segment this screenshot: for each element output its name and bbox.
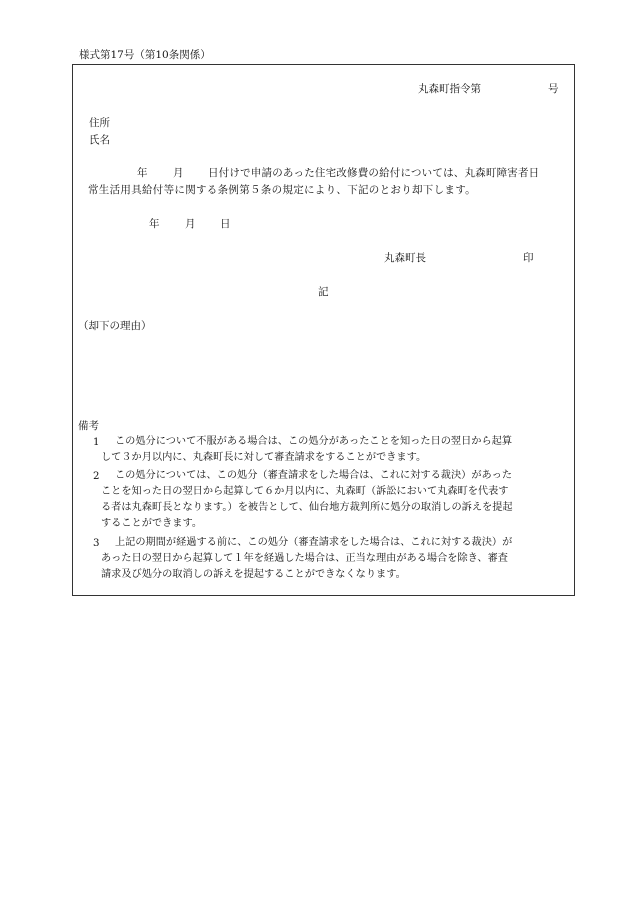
remark-line: 上記の期間が経過する前に、この処分（審査請求をした場合は、これに対する裁決）が — [115, 537, 513, 548]
remark-line: この処分については、この処分（審査請求をした場合は、これに対する裁決）があった — [115, 470, 513, 481]
remark-line: この処分について不服がある場合は、この処分があったことを知った日の翌日から起算 — [115, 436, 513, 447]
body-line-1: 日付けで申請のあった住宅改修費の給付については、丸森町障害者日 — [208, 167, 540, 179]
body-line-2: 常生活用具給付等に関する条例第５条の規定により、下記のとおり却下します。 — [88, 184, 476, 196]
remark-line: ことを知った日の翌日から起算して６か月以内に、丸森町（訴訟において丸森町を代表す — [101, 486, 509, 497]
ki-heading: 記 — [318, 286, 329, 298]
address-label: 住所 — [89, 117, 110, 129]
remark-line: 請求及び処分の取消しの訴えを提起することができなくなります。 — [101, 569, 406, 580]
remark-line: あった日の翌日から起算して１年を経過した場合は、正当な理由がある場合を除き、審査 — [101, 553, 508, 564]
remark-line: して３か月以内に、丸森町長に対して審査請求をすることができます。 — [101, 452, 427, 463]
remark-number: 2 — [93, 471, 100, 482]
issue-date-day: 日 — [220, 218, 231, 230]
remark-number: 3 — [93, 538, 100, 549]
reason-label: （却下の理由） — [78, 320, 152, 332]
document-number-suffix: 号 — [548, 83, 559, 95]
remark-line: る者は丸森町長となります。）を被告として、仙台地方裁判所に処分の取消しの訴えを提起 — [101, 502, 513, 513]
body-date-month: 月 — [173, 167, 184, 179]
remarks-heading: 備考 — [78, 420, 99, 432]
name-label: 氏名 — [89, 134, 110, 146]
issue-date-year: 年 — [149, 218, 160, 230]
remark-number: 1 — [93, 437, 100, 448]
form-label: 様式第17号（第10条関係） — [79, 49, 211, 61]
document-number-prefix: 丸森町指令第 — [418, 83, 481, 95]
body-date-year: 年 — [137, 167, 148, 179]
seal-mark: 印 — [523, 252, 534, 264]
issue-date-month: 月 — [185, 218, 196, 230]
remark-line: することができます。 — [101, 518, 203, 529]
issuer-title: 丸森町長 — [384, 252, 426, 264]
